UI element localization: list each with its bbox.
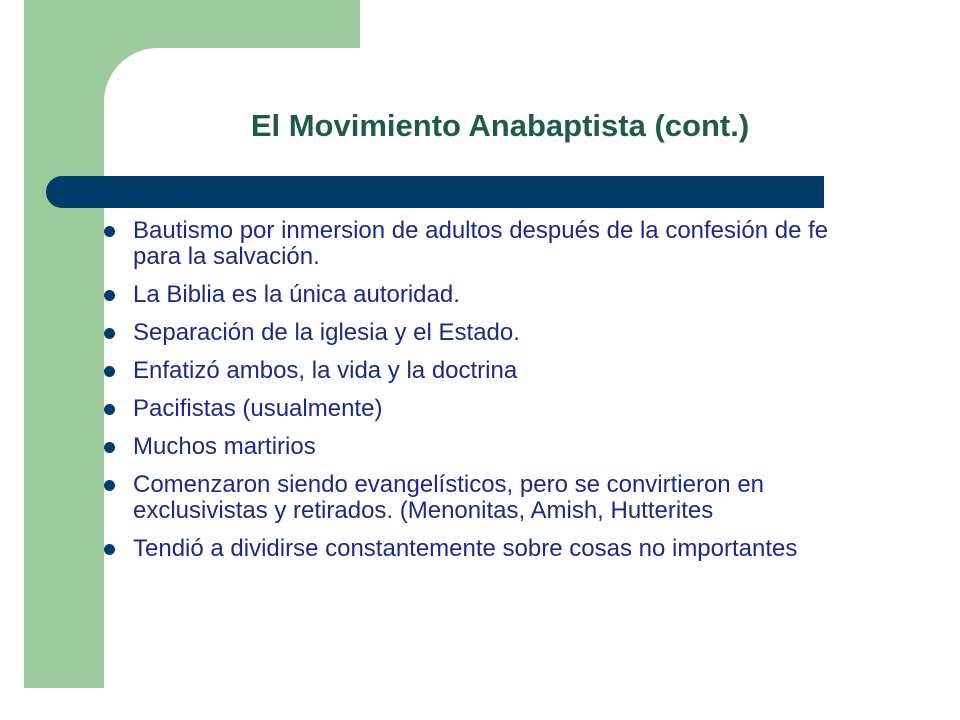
bullet-list (100, 218, 860, 574)
list-item (100, 282, 860, 308)
list-item (100, 358, 860, 384)
list-item (100, 434, 860, 460)
bullet-text: Bautismo por inmersion de adultos después de la confesión de fe para la salvación. (133, 217, 829, 270)
title-underline-bar (46, 176, 824, 208)
bullet-icon (104, 404, 115, 415)
bullet-text: Separación de la iglesia y el Estado. (133, 319, 520, 346)
bullet-text: Tendió a dividirse constantemente sobre cosas no importantes (133, 535, 798, 562)
list-item (100, 472, 860, 524)
bullet-text: La Biblia es la única autoridad. (133, 281, 460, 308)
bullet-text: Muchos martirios (133, 433, 316, 460)
bullet-icon (104, 480, 115, 491)
bullet-text: Pacifistas (usualmente) (133, 395, 383, 422)
bullet-icon (104, 328, 115, 339)
bullet-icon (104, 290, 115, 301)
list-item (100, 218, 860, 270)
list-item (100, 396, 860, 422)
bullet-text: Comenzaron siendo evangelísticos, pero se convirtieron en exclusivistas y retirados. (Menonitas, Amish, Hutterites (133, 471, 765, 524)
green-accent-band (24, 0, 104, 688)
bullet-icon (104, 442, 115, 453)
list-item (100, 536, 860, 562)
slide-title: El Movimiento Anabaptista (cont.) (250, 108, 750, 143)
list-item (100, 320, 860, 346)
bullet-icon (104, 544, 115, 555)
bullet-icon (104, 226, 115, 237)
bullet-icon (104, 366, 115, 377)
bullet-text: Enfatizó ambos, la vida y la doctrina (133, 357, 518, 384)
